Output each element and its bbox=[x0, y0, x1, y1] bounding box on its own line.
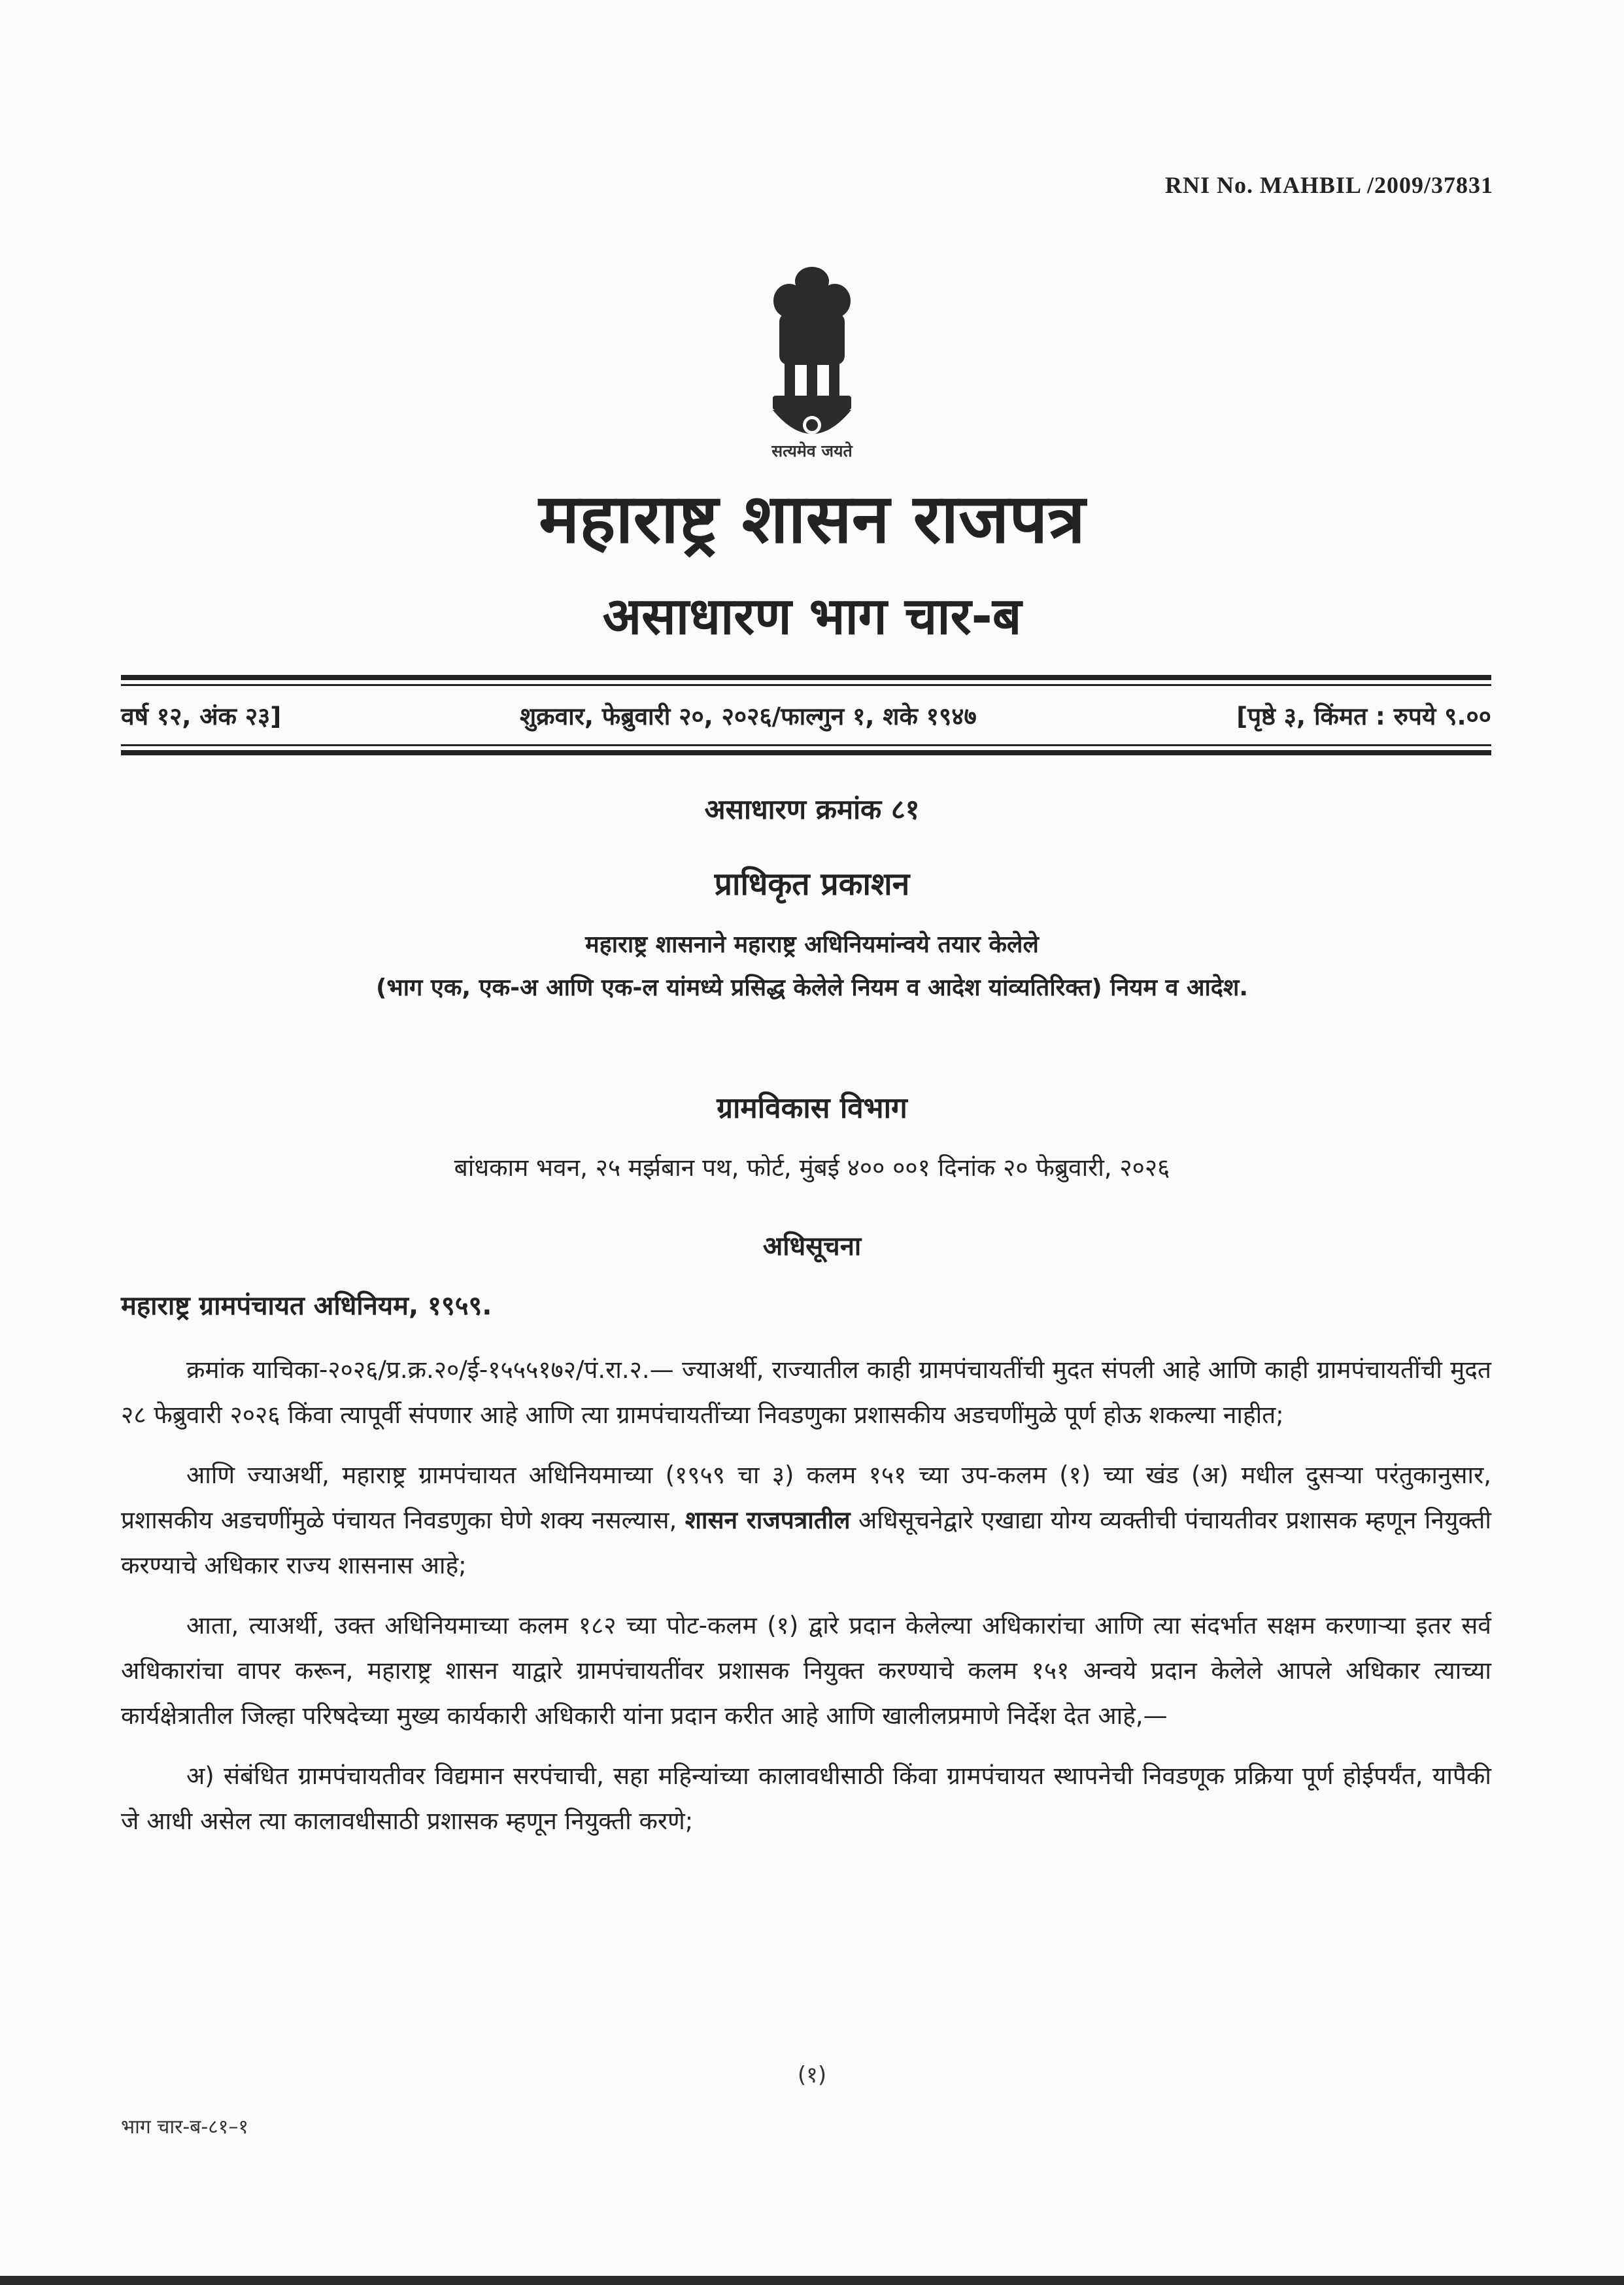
paragraph-3: आता, त्याअर्थी, उक्त अधिनियमाच्या कलम १८२ च्या पोट-कलम (१) द्वारे प्रदान केलेल्या अधिकारांचा आणि त्या संदर्भात सक्षम करणाऱ्या इतर सर्व अधिकारांचा वापर करून, महाराष्ट्र शासन याद्वारे ग्रामपंचायतींवर प्रशासक नियुक्त करण्याचे कलम १५१ अन्वये प्रदान केलेले आपले अधिकार त्याच्या कार्यक्षेत्रातील जिल्हा परिषदेच्या मुख्य कार्यकारी अधिकारी यांना प्रदान करीत आहे आणि खालीलप्रमाणे निर्देश देत आहे,— bbox=[121, 1611, 1492, 1730]
state-emblem-icon bbox=[753, 262, 871, 458]
emblem-motto: सत्यमेव जयते bbox=[771, 441, 853, 460]
scan-bottom-edge bbox=[0, 2276, 1624, 2285]
gazette-title: महाराष्ट्र शासन राजपत्र bbox=[539, 479, 1085, 558]
paragraph-2-part-a: आणि ज्याअर्थी, महाराष्ट्र ग्रामपंचायत अधिनियमाच्या (१९५९ चा ३) कलम १५१ च्या उप-कलम (१) च्या खंड (अ) मधील दुसऱ्या परंतुकानुसार, प्रशासकीय अडचणींमुळे पंचायत निवडणुका घेणे शक्य नसल्यास, bbox=[121, 1461, 1491, 1534]
issue-info-bar bbox=[121, 693, 1491, 739]
paragraph-2-bold: शासन राजपत्रातील bbox=[685, 1506, 851, 1534]
bottom-thin-rule bbox=[121, 744, 1491, 746]
notice-line-2: (भाग एक, एक-अ आणि एक-ल यांमध्ये प्रसिद्ध केलेले नियम व आदेश यांव्यतिरिक्त) नियम व आदेश. bbox=[375, 974, 1249, 1001]
issue-pages-price: [पृष्ठे ३, किंमत : रुपये ९.०० bbox=[1236, 702, 1491, 730]
paragraph-1: क्रमांक याचिका-२०२६/प्र.क्र.२०/ई-१५५५१७२/पं.रा.२.— ज्याअर्थी, राज्यातील काही ग्रामपंचायतींची मुदत संपली आहे आणि काही ग्रामपंचायतींची मुदत २८ फेब्रुवारी २०२६ किंवा त्यापूर्वी संपणार आहे आणि त्या ग्रामपंचायतींच्या निवडणुका प्रशासकीय अडचणींमुळे पूर्ण होऊ शकल्या नाहीत; bbox=[121, 1356, 1491, 1429]
notification-body bbox=[121, 1347, 1491, 1859]
paragraph-2 bbox=[121, 1452, 1491, 1588]
issue-date: शुक्रवार, फेब्रुवारी २०, २०२६/फाल्गुन १, शके १९४७ bbox=[520, 702, 977, 730]
gazette-subtitle: असाधारण भाग चार-ब bbox=[602, 587, 1022, 646]
rni-number: RNI No. MAHBIL /2009/37831 bbox=[1164, 172, 1493, 198]
bottom-thick-rule bbox=[121, 750, 1491, 755]
act-title: महाराष्ट्र ग्रामपंचायत अधिनियम, १९५९. bbox=[121, 1291, 492, 1321]
issue-volume: वर्ष १२, अंक २३] bbox=[121, 702, 282, 730]
department-address: बांधकाम भवन, २५ मर्झबान पथ, फोर्ट, मुंबई ४०० ००१ दिनांक २० फेब्रुवारी, २०२६ bbox=[454, 1154, 1170, 1182]
notification-heading: अधिसूचना bbox=[762, 1231, 862, 1262]
paragraph-2-part-b: अधिसूचनेद्वारे एखाद्या योग्य व्यक्तीची पंचायतीवर प्रशासक म्हणून नियुक्ती करण्याचे अधिकार राज्य शासनास आहे; bbox=[121, 1506, 1491, 1579]
page-number: (१) bbox=[797, 2062, 827, 2088]
extraordinary-number: असाधारण क्रमांक ८१ bbox=[704, 793, 920, 825]
notice-line-1: महाराष्ट्र शासनाने महाराष्ट्र अधिनियमांन्वये तयार केलेले bbox=[585, 931, 1039, 958]
top-thin-rule bbox=[121, 684, 1491, 686]
footer-code: भाग चार-ब-८१–१ bbox=[121, 2116, 248, 2139]
top-thick-rule bbox=[121, 675, 1491, 680]
department-name: ग्रामविकास विभाग bbox=[717, 1091, 907, 1125]
paragraph-4: अ) संबंधित ग्रामपंचायतीवर विद्यमान सरपंचाची, सहा महिन्यांच्या कालावधीसाठी किंवा ग्रामपंचायत स्थापनेची निवडणूक प्रक्रिया पूर्ण होईपर्यंत, यापैकी जे आधी असेल त्या कालावधीसाठी प्रशासक म्हणून नियुक्ती करणे; bbox=[121, 1762, 1491, 1835]
authorized-publication: प्राधिकृत प्रकाशन bbox=[714, 866, 910, 902]
